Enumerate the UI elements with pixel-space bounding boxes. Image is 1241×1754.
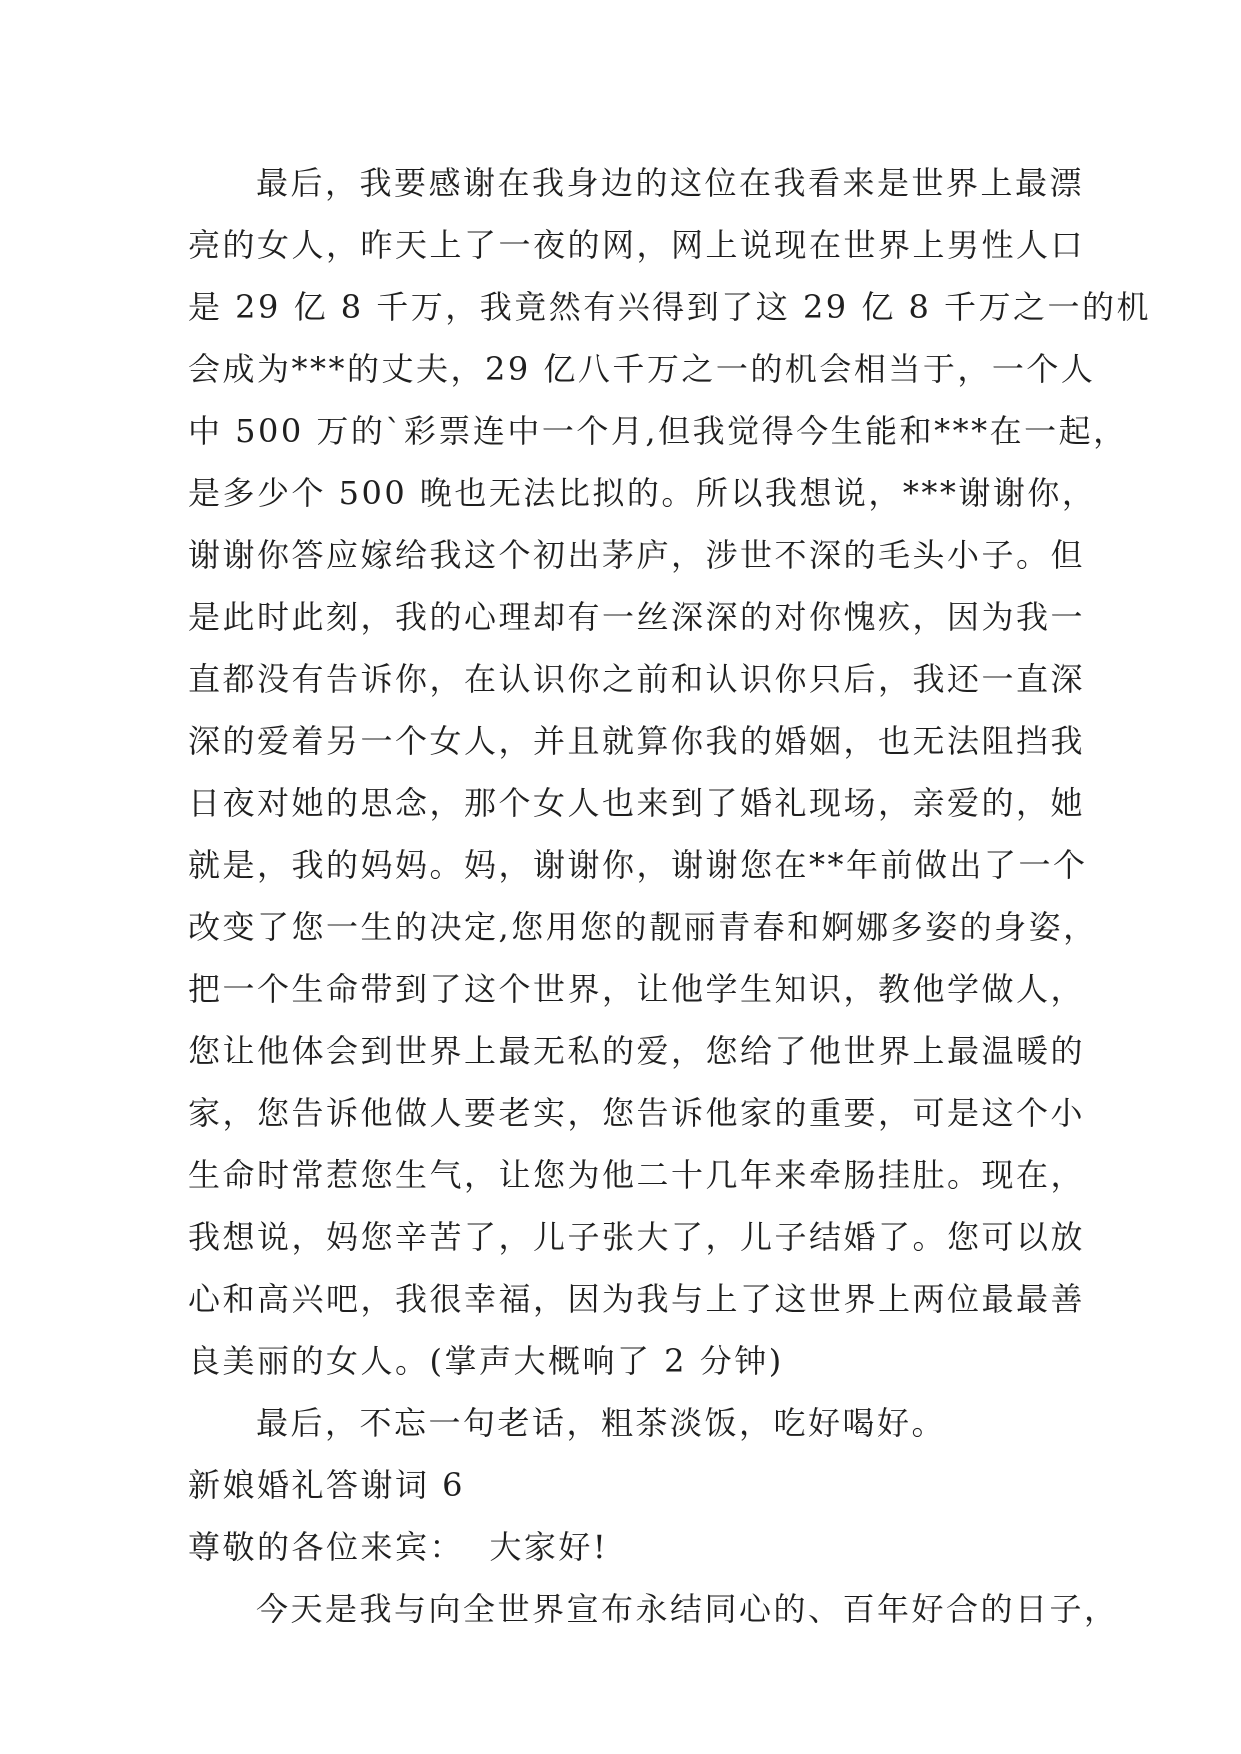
paragraph-line: 我想说，妈您辛苦了，儿子张大了，儿子结婚了。您可以放 [188, 1218, 1086, 1256]
closing-paragraph: 最后，不忘一句老话，粗茶淡饭，吃好喝好。 [256, 1404, 947, 1442]
paragraph-line: 心和高兴吧，我很幸福，因为我与上了这世界上两位最最善 [188, 1280, 1086, 1318]
paragraph-line: 是 29 亿 8 千万，我竟然有兴得到了这 29 亿 8 千万之一的机 [188, 288, 1152, 326]
paragraph-line: 就是，我的妈妈。妈，谢谢你，谢谢您在**年前做出了一个 [188, 846, 1088, 884]
paragraph-line: 中 500 万的`彩票连中一个月,但我觉得今生能和***在一起， [188, 412, 1128, 450]
paragraph-line: 最后，我要感谢在我身边的这位在我看来是世界上最漂 [256, 164, 1085, 202]
paragraph-line: 深的爱着另一个女人，并且就算你我的婚姻，也无法阻挡我 [188, 722, 1086, 760]
document-body [188, 152, 1152, 1640]
paragraph-line: 良美丽的女人。(掌声大概响了 2 分钟) [188, 1342, 784, 1380]
paragraph-line: 日夜对她的思念，那个女人也来到了婚礼现场，亲爱的，她 [188, 784, 1086, 822]
paragraph-line: 生命时常惹您生气，让您为他二十几年来牵肠挂肚。现在， [188, 1156, 1086, 1194]
greeting-line: 尊敬的各位来宾： 大家好! [188, 1528, 609, 1566]
paragraph-line: 今天是我与向全世界宣布永结同心的、百年好合的日子， [256, 1590, 1119, 1628]
paragraph-line: 直都没有告诉你，在认识你之前和认识你只后，我还一直深 [188, 660, 1086, 698]
paragraph-line: 您让他体会到世界上最无私的爱，您给了他世界上最温暖的 [188, 1032, 1086, 1070]
paragraph-line: 是多少个 500 晚也无法比拟的。所以我想说，***谢谢你， [188, 474, 1097, 512]
paragraph-line: 把一个生命带到了这个世界，让他学生知识，教他学做人， [188, 970, 1086, 1008]
paragraph-line: 会成为***的丈夫，29 亿八千万之一的机会相当于，一个人 [188, 350, 1096, 388]
section-heading: 新娘婚礼答谢词 6 [188, 1466, 466, 1504]
paragraph-line: 改变了您一生的决定,您用您的靓丽青春和婀娜多姿的身姿， [188, 908, 1098, 946]
paragraph-line: 家，您告诉他做人要老实，您告诉他家的重要，可是这个小 [188, 1094, 1086, 1132]
paragraph-line: 是此时此刻，我的心理却有一丝深深的对你愧疚，因为我一 [188, 598, 1086, 636]
paragraph-line: 亮的女人，昨天上了一夜的网，网上说现在世界上男性人口 [188, 226, 1086, 264]
paragraph-line: 谢谢你答应嫁给我这个初出茅庐，涉世不深的毛头小子。但 [188, 536, 1086, 574]
